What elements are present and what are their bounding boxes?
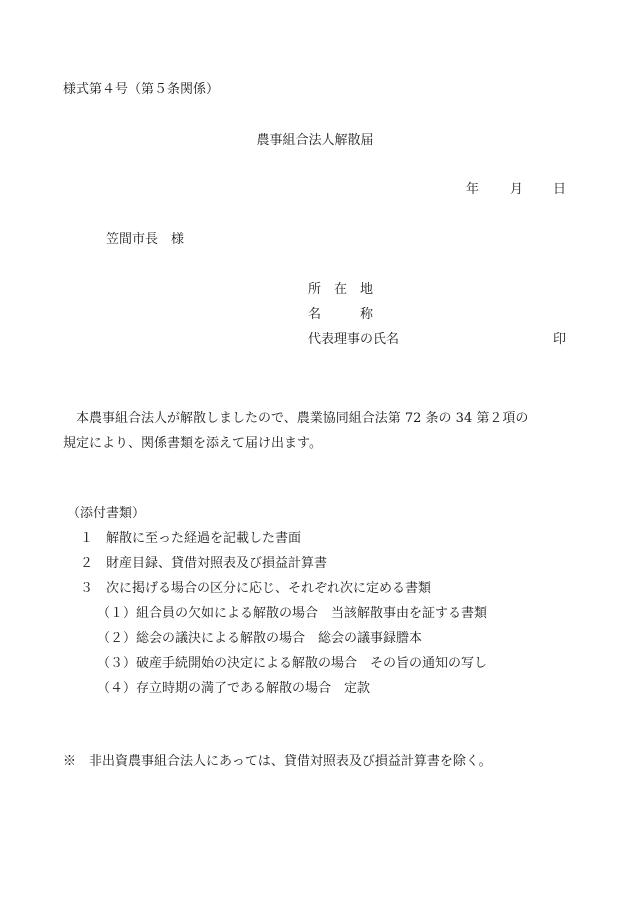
attachment-subitem-4: （４）存立時期の満了である解散の場合 定款 [97,681,371,696]
body-paragraph [63,406,573,456]
date-month-label: 月 [510,182,524,197]
applicant-address-label: 所 在 地 [308,282,374,297]
body-line-2: 規定により、関係書類を添えて届け出ます。 [63,436,322,451]
document-title: 農事組合法人解散届 [256,133,374,148]
attachment-item-1: １ 解散に至った経過を記載した書面 [80,531,302,546]
attachments-heading: （添付書類） [67,506,146,521]
addressee: 笠間市長 様 [106,232,185,247]
applicant-name-label: 名 称 [308,307,374,322]
seal-mark: 印 [553,332,567,347]
attachment-item-2: ２ 財産目録、貸借対照表及び損益計算書 [80,556,328,571]
representative-name-label: 代表理事の氏名 [308,332,400,347]
form-number: 様式第４号（第５条関係） [63,82,220,97]
footnote: ※ 非出資農事組合法人にあっては、貸借対照表及び損益計算書を除く。 [63,754,492,769]
attachment-subitem-1: （１）組合員の欠如による解散の場合 当該解散事由を証する書類 [97,606,488,621]
body-line-1: 本農事組合法人が解散しましたので、農業協同組合法第 72 条の 34 第２項の [76,411,529,426]
attachment-item-3: ３ 次に掲げる場合の区分に応じ、それぞれ次に定める書類 [80,581,432,596]
date-year-label: 年 [466,182,480,197]
attachment-subitem-2: （２）総会の議決による解散の場合 総会の議事録謄本 [97,631,423,646]
attachment-subitem-3: （３）破産手続開始の決定による解散の場合 その旨の通知の写し [97,656,488,671]
date-day-label: 日 [553,182,567,197]
